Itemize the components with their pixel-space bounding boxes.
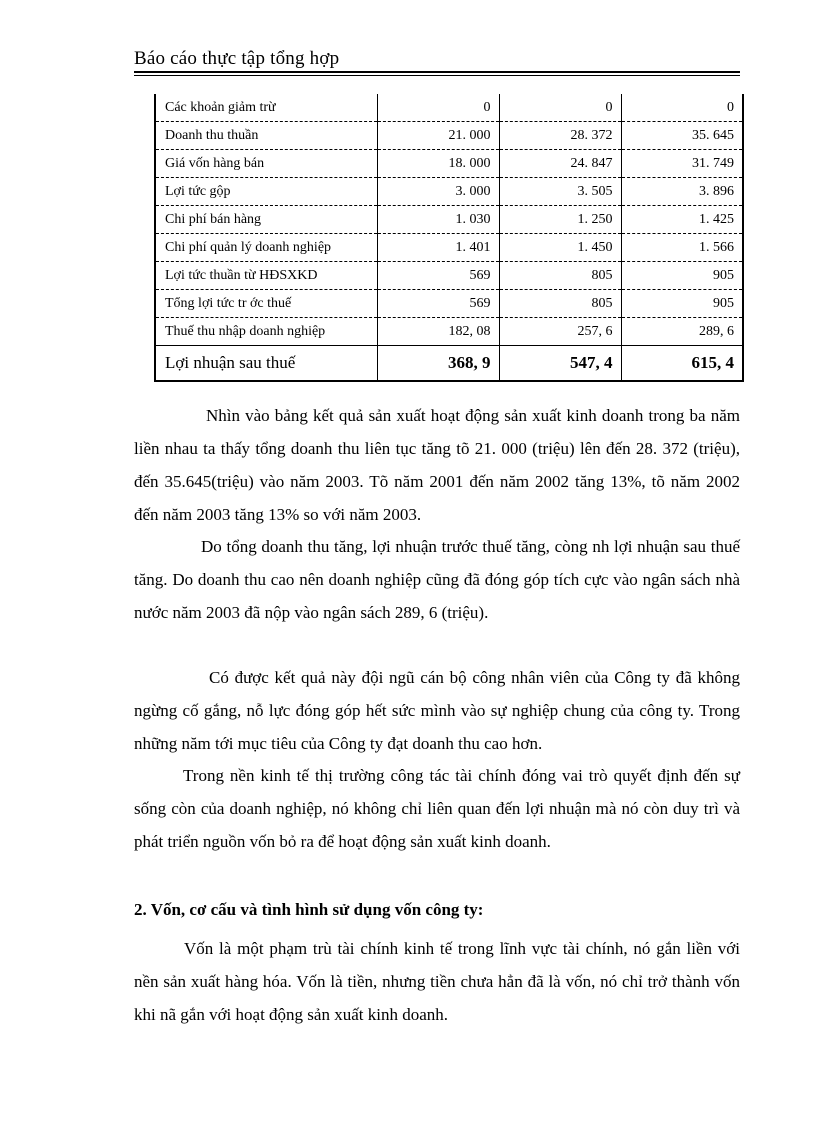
financial-results-table xyxy=(154,94,744,382)
table-total-row xyxy=(155,346,743,382)
header-rule-thick xyxy=(134,71,740,73)
row-label: Lợi tức gộp xyxy=(155,178,377,206)
value-2002: 1. 250 xyxy=(499,206,621,234)
value-2002: 28. 372 xyxy=(499,122,621,150)
value-2002: 805 xyxy=(499,290,621,318)
value-2001: 18. 000 xyxy=(377,150,499,178)
value-2001: 569 xyxy=(377,262,499,290)
row-label: Chi phí bán hàng xyxy=(155,206,377,234)
table-row xyxy=(155,206,743,234)
value-2001: 1. 401 xyxy=(377,234,499,262)
paragraph-staff-effort: Có được kết quả này đội ngũ cán bộ công nhân viên của Công ty đã không ngừng cố gắng, nỗ lực đóng góp hết sức mình vào sự nghiệp chung của công ty. Trong những năm tới mục tiêu của Công ty đạt doanh thu cao hơn. xyxy=(134,668,740,753)
value-2003: 905 xyxy=(621,262,743,290)
paragraph-finance-role: Trong nền kinh tế thị trường công tác tài chính đóng vai trò quyết định đến sự sống còn của doanh nghiệp, nó không chỉ liên quan đến lợi nhuận mà nó còn duy trì và phát triển nguồn vốn bỏ ra để hoạt động sản xuất kinh doanh. xyxy=(134,766,740,851)
value-2001: 1. 030 xyxy=(377,206,499,234)
total-value-2001: 368, 9 xyxy=(377,346,499,382)
section-heading-capital: 2. Vốn, cơ cấu và tình hình sử dụng vốn công ty: xyxy=(134,900,484,919)
table-row xyxy=(155,318,743,346)
table-row xyxy=(155,234,743,262)
value-2002: 1. 450 xyxy=(499,234,621,262)
value-2002: 805 xyxy=(499,262,621,290)
value-2002: 3. 505 xyxy=(499,178,621,206)
table-row xyxy=(155,122,743,150)
value-2003: 0 xyxy=(621,94,743,122)
paragraph-capital-definition: Vốn là một phạm trù tài chính kinh tế trong lĩnh vực tài chính, nó gắn liền với nền sản xuất hàng hóa. Vốn là tiền, nhưng tiền chưa hẳn đã là vốn, nó chỉ trở thành vốn khi nã gắn với hoạt động sản xuất kinh doanh. xyxy=(134,939,740,1024)
value-2002: 24. 847 xyxy=(499,150,621,178)
row-label: Tổng lợi tức tr ớc thuế xyxy=(155,290,377,318)
value-2001: 0 xyxy=(377,94,499,122)
row-label: Thuế thu nhập doanh nghiệp xyxy=(155,318,377,346)
value-2003: 1. 566 xyxy=(621,234,743,262)
value-2003: 3. 896 xyxy=(621,178,743,206)
table-row xyxy=(155,178,743,206)
value-2003: 905 xyxy=(621,290,743,318)
value-2001: 569 xyxy=(377,290,499,318)
paragraph-profit-analysis: Do tổng doanh thu tăng, lợi nhuận trước thuế tăng, còng nh lợi nhuận sau thuế tăng. Do doanh thu cao nên doanh nghiệp cũng đã đóng góp tích cực vào ngân sách nhà nước năm 2003 đã nộp vào ngân sách 289, 6 (triệu). xyxy=(134,537,740,622)
page-header-title: Báo cáo thực tập tổng hợp xyxy=(134,48,340,69)
value-2002: 257, 6 xyxy=(499,318,621,346)
header-rule-thin xyxy=(134,75,740,76)
paragraph-revenue-analysis: Nhìn vào bảng kết quả sản xuất hoạt động sản xuất kinh doanh trong ba năm liền nhau ta thấy tổng doanh thu liên tục tăng tõ 21. 000 (triệu) lên đến 28. 372 (triệu), đến 35.645(triệu) vào năm 2003. Tõ năm 2001 đến năm 2002 tăng 13%, tõ năm 2002 đến năm 2003 tăng 13% so với năm 2003. xyxy=(134,406,740,524)
total-value-2002: 547, 4 xyxy=(499,346,621,382)
row-label: Các khoản giảm trừ xyxy=(155,94,377,122)
total-label: Lợi nhuận sau thuế xyxy=(155,346,377,382)
row-label: Doanh thu thuần xyxy=(155,122,377,150)
value-2003: 31. 749 xyxy=(621,150,743,178)
value-2001: 21. 000 xyxy=(377,122,499,150)
row-label: Giá vốn hàng bán xyxy=(155,150,377,178)
value-2003: 289, 6 xyxy=(621,318,743,346)
value-2003: 35. 645 xyxy=(621,122,743,150)
table-row xyxy=(155,94,743,122)
total-value-2003: 615, 4 xyxy=(621,346,743,382)
table-row xyxy=(155,262,743,290)
value-2003: 1. 425 xyxy=(621,206,743,234)
value-2001: 182, 08 xyxy=(377,318,499,346)
row-label: Chi phí quản lý doanh nghiệp xyxy=(155,234,377,262)
value-2001: 3. 000 xyxy=(377,178,499,206)
value-2002: 0 xyxy=(499,94,621,122)
table-row xyxy=(155,290,743,318)
row-label: Lợi tức thuần từ HĐSXKD xyxy=(155,262,377,290)
table-row xyxy=(155,150,743,178)
